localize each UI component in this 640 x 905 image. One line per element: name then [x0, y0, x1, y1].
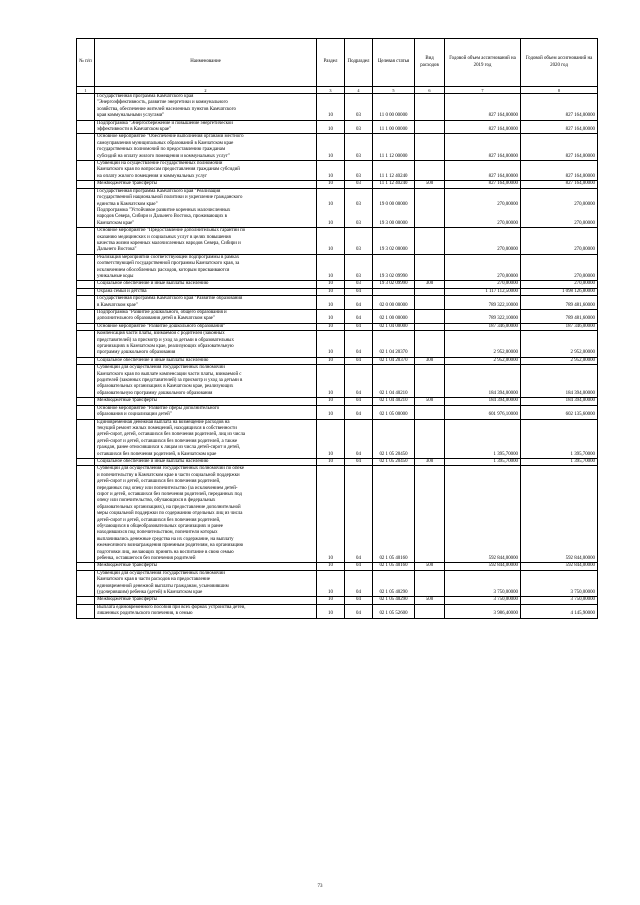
row-subsection: 03	[345, 254, 373, 281]
row-section: 10	[317, 405, 345, 419]
row-number	[77, 310, 95, 324]
row-target-article: 02 1 04 20370	[373, 357, 415, 364]
row-number	[77, 188, 95, 227]
row-number	[77, 161, 95, 181]
row-expense-type	[415, 405, 445, 419]
row-number	[77, 365, 95, 398]
row-amount-2019: 789 322,10000	[445, 296, 521, 310]
table-row	[77, 570, 598, 597]
row-amount-2019: 789 322,10000	[445, 310, 521, 324]
row-amount-2020: 1 395,70000	[521, 419, 598, 458]
row-amount-2020: 827 164,00000	[521, 94, 598, 121]
table-row	[77, 419, 598, 458]
table-row	[77, 365, 598, 398]
row-section: 10	[317, 323, 345, 330]
row-expense-type	[415, 310, 445, 324]
table-row	[77, 281, 598, 288]
row-amount-2019: 187 346,00000	[445, 323, 521, 330]
row-amount-2020: 2 952,00000	[521, 357, 598, 364]
row-expense-type: 500	[415, 398, 445, 405]
row-subsection: 04	[345, 398, 373, 405]
header-amount-2020: Годовой объем ассигнований на 2020 год	[521, 39, 598, 87]
row-amount-2020: 592 844,00000	[521, 466, 598, 563]
row-name: Социальное обеспечение и иные выплаты населению	[95, 357, 317, 364]
row-amount-2020: 2 952,00000	[521, 331, 598, 358]
row-name: Социальное обеспечение и иные выплаты населению	[95, 281, 317, 288]
row-section: 10	[317, 310, 345, 324]
row-amount-2019: 2 952,00000	[445, 331, 521, 358]
row-amount-2019: 601 976,10000	[445, 405, 521, 419]
row-amount-2019: 184 394,00000	[445, 365, 521, 398]
row-section: 10	[317, 254, 345, 281]
table-row	[77, 405, 598, 419]
row-number	[77, 288, 95, 295]
row-expense-type: 500	[415, 597, 445, 604]
table-row	[77, 398, 598, 405]
row-section: 10	[317, 94, 345, 121]
col-number-4: 4	[345, 87, 373, 94]
row-name: Государственная программа Камчатского края "Развитие образования в Камчатском крае"	[95, 296, 317, 310]
col-number-8: 8	[521, 87, 598, 94]
row-section: 10	[317, 120, 345, 134]
col-number-3: 3	[317, 87, 345, 94]
row-subsection: 04	[345, 570, 373, 597]
col-number-1: 1	[77, 87, 95, 94]
row-amount-2019: 3 750,00000	[445, 570, 521, 597]
row-number	[77, 281, 95, 288]
table-row	[77, 188, 598, 227]
row-target-article: 11 1 12 40240	[373, 181, 415, 188]
row-target-article: 02 1 05 20450	[373, 419, 415, 458]
row-expense-type: 300	[415, 281, 445, 288]
header-amount-2019: Годовой объем ассигнований на 2019 год	[445, 39, 521, 87]
row-subsection: 04	[345, 466, 373, 563]
row-section: 10	[317, 288, 345, 295]
row-amount-2019: 270,00000	[445, 281, 521, 288]
table-row	[77, 296, 598, 310]
row-subsection: 03	[345, 181, 373, 188]
row-expense-type	[415, 570, 445, 597]
row-amount-2019: 3 750,00000	[445, 597, 521, 604]
row-number	[77, 357, 95, 364]
row-amount-2019: 270,00000	[445, 254, 521, 281]
row-amount-2020: 1 098 126,80000	[521, 288, 598, 295]
row-section: 10	[317, 331, 345, 358]
row-name: Реализация мероприятий соответствующей подпрограммы в рамках соответствующей государственной программы Камчатского края, за исключением обособленных расходов, которым присваиваются уникальные коды	[95, 254, 317, 281]
col-number-2: 2	[95, 87, 317, 94]
row-target-article: 02 0 00 00000	[373, 296, 415, 310]
row-subsection: 04	[345, 458, 373, 465]
row-section: 10	[317, 365, 345, 398]
row-subsection: 04	[345, 296, 373, 310]
row-number	[77, 419, 95, 458]
table-row	[77, 161, 598, 181]
table-row	[77, 458, 598, 465]
row-amount-2020: 789 481,60000	[521, 310, 598, 324]
row-amount-2020: 602 135,60000	[521, 405, 598, 419]
row-expense-type	[415, 466, 445, 563]
header-target-article: Целевая статья	[373, 39, 415, 87]
col-number-6: 6	[415, 87, 445, 94]
row-amount-2020: 4 145,90000	[521, 604, 598, 618]
page-number: 73	[317, 884, 323, 889]
header-row	[77, 39, 598, 87]
row-amount-2019: 270,00000 270,00000	[445, 188, 521, 227]
table-row	[77, 134, 598, 161]
table-row	[77, 310, 598, 324]
row-expense-type	[415, 161, 445, 181]
row-amount-2019: 827 164,00000	[445, 120, 521, 134]
row-target-article: 19 3 02 09990	[373, 254, 415, 281]
row-name: Межбюджетные трансферты	[95, 563, 317, 570]
row-section: 10	[317, 597, 345, 604]
row-amount-2019: 184 394,00000	[445, 398, 521, 405]
row-target-article: 19 0 00 00000 19 3 00 00000	[373, 188, 415, 227]
row-amount-2019: 2 952,00000	[445, 357, 521, 364]
row-target-article: 02 1 04 40210	[373, 365, 415, 398]
row-number	[77, 597, 95, 604]
row-target-article: 02 1 04 20370	[373, 331, 415, 358]
row-name: Основное мероприятие "Обеспечение выполнения органами местного самоуправления муниципальных образований в Камчатском крае государственных полномочий по предоставлению гражданам субсидий на оплату жилого помещения и коммунальных услуг"	[95, 134, 317, 161]
table-row	[77, 331, 598, 358]
row-section: 10	[317, 604, 345, 618]
table-row	[77, 563, 598, 570]
row-number	[77, 331, 95, 358]
row-number	[77, 604, 95, 618]
row-target-article: 19 3 02 00000	[373, 228, 415, 255]
row-amount-2020: 184 394,00000	[521, 398, 598, 405]
row-number	[77, 398, 95, 405]
row-amount-2020: 3 750,00000	[521, 570, 598, 597]
row-target-article: 02 1 05 40290	[373, 570, 415, 597]
row-name: Основное мероприятие "Предоставление дополнительных гарантий по оказанию медицинских и социальных услуг в целях повышения качества жизни коренных малочисленных народов Севера, Сибири и Дальнего Востока"	[95, 228, 317, 255]
table-row	[77, 228, 598, 255]
row-subsection: 04	[345, 597, 373, 604]
row-subsection: 04	[345, 310, 373, 324]
row-subsection: 04	[345, 357, 373, 364]
row-amount-2020: 270,00000	[521, 228, 598, 255]
row-name: Субвенции для осуществления государственных полномочий Камчатского края в части расходов на предоставление единовременной денежной выплаты гражданам, усыновившим (удочерившим) ребенка (детей) в Камчатском крае	[95, 570, 317, 597]
row-number	[77, 120, 95, 134]
row-name: Государственная программа Камчатского края "Реализация государственной национальной политики и укрепление гражданского единства в Камчатском крае" Подпрограмма "Устойчивое развитие коренных малочисленных народов Севера, Сибири и Дальнего Востока, проживающих в Камчатском крае"	[95, 188, 317, 227]
row-expense-type	[415, 120, 445, 134]
row-amount-2019: 592 844,00000	[445, 466, 521, 563]
row-expense-type	[415, 94, 445, 121]
row-target-article: 02 1 05 40160	[373, 563, 415, 570]
row-section: 10	[317, 161, 345, 181]
row-section: 10	[317, 357, 345, 364]
table-row	[77, 357, 598, 364]
row-amount-2020: 3 750,00000	[521, 597, 598, 604]
row-amount-2020: 270,00000	[521, 254, 598, 281]
table-row	[77, 466, 598, 563]
header-subsection: Подраздел	[345, 39, 373, 87]
row-expense-type	[415, 254, 445, 281]
row-expense-type: 500	[415, 181, 445, 188]
row-amount-2020: 184 394,00000	[521, 365, 598, 398]
row-amount-2020: 827 164,00000	[521, 161, 598, 181]
header-name: Наименование	[95, 39, 317, 87]
row-subsection: 04	[345, 604, 373, 618]
row-amount-2019: 1 395,70000	[445, 458, 521, 465]
header-expense-type: Вид расходов	[415, 39, 445, 87]
row-section: 10 10	[317, 188, 345, 227]
row-subsection: 03	[345, 134, 373, 161]
row-subsection: 03	[345, 94, 373, 121]
row-amount-2019: 827 164,00000	[445, 94, 521, 121]
row-section: 10	[317, 458, 345, 465]
row-amount-2020: 789 481,60000	[521, 296, 598, 310]
table-row	[77, 288, 598, 295]
row-expense-type	[415, 296, 445, 310]
row-target-article: 02 1 05 40160	[373, 466, 415, 563]
row-expense-type	[415, 323, 445, 330]
row-expense-type: 300	[415, 458, 445, 465]
row-name: Субвенции на осуществление государственных полномочий Камчатского края по вопросам предоставления гражданам субсидий на оплату жилого помещения и коммунальных услуг	[95, 161, 317, 181]
row-subsection: 04	[345, 288, 373, 295]
row-amount-2019: 827 164,00000	[445, 134, 521, 161]
row-number	[77, 458, 95, 465]
row-subsection: 03	[345, 228, 373, 255]
table-row	[77, 94, 598, 121]
row-name: Субвенции для осуществления государственных полномочий Камчатского края по выплате компенсации части платы, взимаемой с родителей (законных представителей) за присмотр и уход за детьми в образовательных организациях в Камчатском крае, реализующих образовательную программу дошкольного образования	[95, 365, 317, 398]
row-number	[77, 296, 95, 310]
row-target-article: 02 1 05 52600	[373, 604, 415, 618]
row-name: Охрана семьи и детства	[95, 288, 317, 295]
column-number-row	[77, 87, 598, 94]
row-name: Основное мероприятие "Развитие дошкольного образования"	[95, 323, 317, 330]
row-amount-2019: 1 117 112,50000	[445, 288, 521, 295]
row-expense-type: 300	[415, 357, 445, 364]
row-amount-2020: 270,00000 270,00000	[521, 188, 598, 227]
row-expense-type	[415, 134, 445, 161]
row-name: Подпрограмма "Энергосбережение и повышение энергетической эффективности в Камчатском крае"	[95, 120, 317, 134]
row-target-article: 02 1 05 00000	[373, 405, 415, 419]
row-target-article: 11 1 00 00000	[373, 120, 415, 134]
row-expense-type	[415, 331, 445, 358]
row-name: Единовременная денежная выплата на возмещение расходов на текущий ремонт жилых помещений, находящихся в собственности детей-сирот, детей, оставшихся без попечения родителей, лиц из числа детей-сирот и детей, оставшихся без попечения родителей, а также граждан, ранее относившихся к лицам из числа детей-сирот и детей, оставшихся без попечения родителей, в Камчатском крае	[95, 419, 317, 458]
table-row	[77, 597, 598, 604]
row-section: 10	[317, 296, 345, 310]
row-target-article	[373, 288, 415, 295]
row-number	[77, 563, 95, 570]
row-subsection: 04	[345, 331, 373, 358]
row-amount-2020: 827 164,00000	[521, 181, 598, 188]
row-name: Государственная программа Камчатского края "Энергоэффективность, развитие энергетики и коммунального хозяйства, обеспечение жителей населенных пунктов Камчатского края коммунальными услугами"	[95, 94, 317, 121]
row-name: Межбюджетные трансферты	[95, 398, 317, 405]
row-expense-type	[415, 188, 445, 227]
row-subsection: 04	[345, 405, 373, 419]
row-subsection: 04	[345, 419, 373, 458]
row-name: Межбюджетные трансферты	[95, 597, 317, 604]
row-section: 10	[317, 398, 345, 405]
row-name: Выплата единовременного пособия при всех формах устройства детей, лишенных родительского попечения, в семью	[95, 604, 317, 618]
row-section: 10	[317, 563, 345, 570]
row-amount-2019: 3 986,40000	[445, 604, 521, 618]
row-target-article: 11 0 00 00000	[373, 94, 415, 121]
row-amount-2019: 592 844,00000	[445, 563, 521, 570]
row-target-article: 02 1 05 20450	[373, 458, 415, 465]
row-number	[77, 570, 95, 597]
row-number	[77, 254, 95, 281]
table-row	[77, 323, 598, 330]
header-number: № п/п	[77, 39, 95, 87]
row-subsection: 03	[345, 281, 373, 288]
row-amount-2019: 827 164,00000	[445, 181, 521, 188]
row-expense-type: 500	[415, 563, 445, 570]
row-section: 10	[317, 466, 345, 563]
row-target-article: 02 1 04 40210	[373, 398, 415, 405]
row-subsection: 03	[345, 161, 373, 181]
col-number-5: 5	[373, 87, 415, 94]
row-number	[77, 323, 95, 330]
row-subsection: 04	[345, 563, 373, 570]
row-amount-2019: 1 395,70000	[445, 419, 521, 458]
row-amount-2020: 827 164,00000	[521, 120, 598, 134]
row-number	[77, 466, 95, 563]
row-target-article: 02 1 05 40290	[373, 597, 415, 604]
row-section: 10	[317, 570, 345, 597]
row-section: 10	[317, 419, 345, 458]
row-number	[77, 181, 95, 188]
row-name: Основное мероприятие "Развитие сферы дополнительного образования и социализации детей"	[95, 405, 317, 419]
row-amount-2020: 270,00000	[521, 281, 598, 288]
row-name: Социальное обеспечение и иные выплаты населению	[95, 458, 317, 465]
row-amount-2019: 270,00000	[445, 228, 521, 255]
row-name: Подпрограмма "Развитие дошкольного, общего образования и дополнительного образования детей в Камчатском крае"	[95, 310, 317, 324]
row-target-article: 11 1 12 00000	[373, 134, 415, 161]
table-row	[77, 604, 598, 618]
row-amount-2019: 827 164,00000	[445, 161, 521, 181]
table-row	[77, 181, 598, 188]
budget-table	[76, 38, 598, 619]
row-number	[77, 94, 95, 121]
row-subsection: 04	[345, 323, 373, 330]
table-row	[77, 254, 598, 281]
row-amount-2020: 827 164,00000	[521, 134, 598, 161]
row-target-article: 11 1 12 40240	[373, 161, 415, 181]
row-subsection: 04	[345, 365, 373, 398]
row-expense-type	[415, 419, 445, 458]
row-section: 10	[317, 228, 345, 255]
table-body	[77, 94, 598, 619]
row-subsection: 03	[345, 120, 373, 134]
row-target-article: 02 1 04 00000	[373, 323, 415, 330]
row-amount-2020: 187 346,00000	[521, 323, 598, 330]
row-name: Компенсация части платы, взимаемой с родителей (законных представителей) за присмотр и уход за детьми в образовательных организациях в Камчатском крае, реализующих образовательную программу дошкольного образования	[95, 331, 317, 358]
row-expense-type	[415, 228, 445, 255]
row-section: 10	[317, 181, 345, 188]
row-number	[77, 405, 95, 419]
row-expense-type	[415, 604, 445, 618]
row-amount-2020: 1 395,70000	[521, 458, 598, 465]
row-target-article: 19 3 02 09990	[373, 281, 415, 288]
col-number-7: 7	[445, 87, 521, 94]
row-subsection: 03 03	[345, 188, 373, 227]
header-section: Раздел	[317, 39, 345, 87]
row-name: Субвенции для осуществления государственных полномочий по опеке и попечительству в Камчатском крае в части социальной поддержки детей-сирот и детей, оставшихся без попечения родителей, переданных под опеку или попечительство (за исключением детей- сирот и детей, оставшихся без попечения родителей, переданных под опеку или попечительство, обучающихся в федеральных образовательных организациях), на предоставление дополнительной меры социальной поддержки по содержанию отдельных лиц из числа детей-сирот и детей, оставшихся без попечения родителей, обучающихся в общеобразовательных организациях и ранее находившихся под попечительством, попечители которых выплачивались денежные средства на их содержание, на выплату ежемесячного вознаграждения приемным родителям, на организацию подготовки лиц, желающих принять на воспитание в свою семью ребенка, оставшегося без попечения родителей	[95, 466, 317, 563]
row-number	[77, 228, 95, 255]
row-number	[77, 134, 95, 161]
row-section: 10	[317, 134, 345, 161]
table-row	[77, 120, 598, 134]
row-target-article: 02 1 00 00000	[373, 310, 415, 324]
row-section: 10	[317, 281, 345, 288]
row-expense-type	[415, 288, 445, 295]
row-amount-2020: 592 844,00000	[521, 563, 598, 570]
row-name: Межбюджетные трансферты	[95, 181, 317, 188]
row-expense-type	[415, 365, 445, 398]
